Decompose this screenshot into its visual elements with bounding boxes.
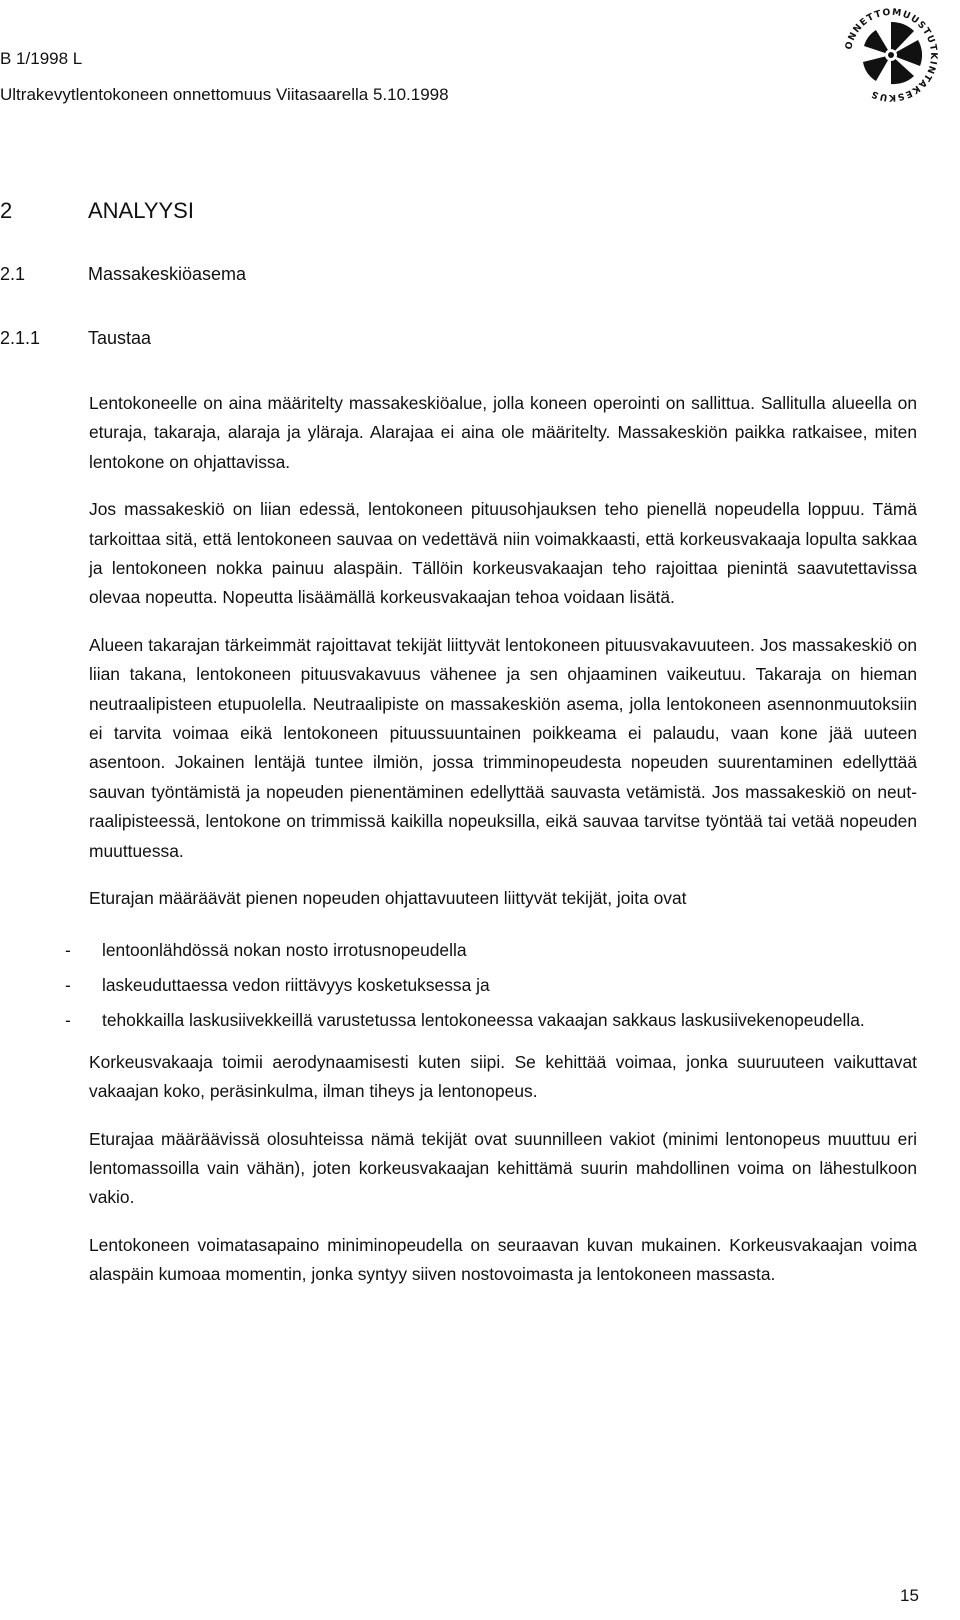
body-text [65,389,917,1290]
subsubsection-heading [0,325,960,351]
section-title: ANALYYSI [88,198,194,223]
agency-logo-seal [836,0,946,110]
paragraph: Alueen takarajan tärkeimmät rajoittavat tekijät liittyvät lentokoneen pituusvakavuuteen. Jos massakeskiö on liian takana, lentokoneen pituusvakavuus vähenee ja sen ohjaaminen vaikeutuu. Takaraja on hieman neutraalipisteen etupuolella. Neutraalipiste on massakeskiön asema, jolla lentokoneen asennonmuutoksiin ei tarvita voimaa eikä lentokoneen pituussuuntainen poikkeama ei palaudu, vaan kone jää uuteen asentoon. Jokainen lentäjä tuntee ilmiön, jossa trimminopeudesta nopeuden suurentaminen edellyttää sauvan työntämistä ja nopeuden pienentäminen edellyttää sauvasta vetämistä. Jos massakeskiö on neutraalipisteessä, lentokone on trimmissä kaikilla nopeuksilla, eikä sauvaa tarvitse työntää tai vetää nopeuden muuttuessa. [89,634,917,861]
list-marker: - [65,939,71,960]
logo-spiral-icon [863,22,922,84]
page-number: 15 [900,1586,919,1605]
subsection-title: Massakeskiöasema [88,264,247,284]
paragraph: Korkeusvakaaja toimii aerodynaamisesti kuten siipi. Se kehittää voimaa, jonka suuruuteen vaikuttavat vakaajan koko, peräsinkulma, ilman tiheys ja lentonopeus. [89,1051,917,1102]
subsubsection-number: 2.1.1 [0,328,41,348]
subsubsection-title: Taustaa [88,328,152,348]
subsection-number: 2.1 [0,264,26,284]
dash-list [30,936,917,1036]
main-content [0,196,960,1290]
logo-ring-text: ONNETTOMUUSTUTKINTAKESKUS [843,6,940,104]
list-item: - tehokkailla laskusiivekkeillä varustetussa lentokoneessa vakaajan sakkaus laskusiivekenopeudella. [30,1006,917,1035]
report-title: Ultrakevytlentokoneen onnettomuus Viitasaarella 5.10.1998 [0,85,449,104]
list-item: - laskeuduttaessa vedon riittävyys kosketuksessa ja [30,971,917,1000]
subsection-heading [0,261,960,287]
paragraph: Jos massakeskiö on liian edessä, lentokoneen pituusohjauksen teho pienellä nopeudella loppuu. Tämä tarkoittaa sitä, että lentokoneen sauvaa on vedettävä niin voimakkaasti, että korkeusvakaaja lopulta sakkaa ja lentokoneen nokka painuu alaspäin. Tällöin korkeusvakaajan teho rajoittaa pienintä saavutettavissa olevaa nopeutta. Nopeutta lisäämällä korkeusvakaajan tehoa voidaan lisätä. [89,499,917,608]
report-id: B 1/1998 L [0,49,83,68]
list-marker: - [65,974,71,995]
paragraph: Eturajan määräävät pienen nopeuden ohjattavuuteen liittyvät tekijät, joita ovat [89,888,687,909]
list-item: - lentoonlähdössä nokan nosto irrotusnopeudella [30,936,917,965]
paragraph: Lentokoneelle on aina määritelty massakeskiöalue, jolla koneen operointi on sallittua. Sallitulla alueella on eturaja, takaraja, alaraja ja yläraja. Alarajaa ei aina ole määritelty. Massakeskiön paikka ratkaisee, miten lentokone on ohjattavissa. [89,393,917,472]
section-number: 2 [0,198,13,223]
paragraph: Lentokoneen voimatasapaino miniminopeudella on seuraavan kuvan mukainen. Korkeusvakaajan voima alaspäin kumoaa momentin, jonka syntyy siiven nostovoimasta ja lentokoneen massasta. [89,1234,917,1285]
paragraph: Eturajaa määräävissä olosuhteissa nämä tekijät ovat suunnilleen vakiot (minimi lentonopeus muuttuu eri lentomassoilla vain vähän), joten korkeusvakaajan kehittämä suurin mahdollinen voima on lähestulkoon vakio. [89,1128,917,1208]
list-marker: - [65,1010,71,1031]
page-header [0,47,449,106]
section-heading [0,196,960,226]
